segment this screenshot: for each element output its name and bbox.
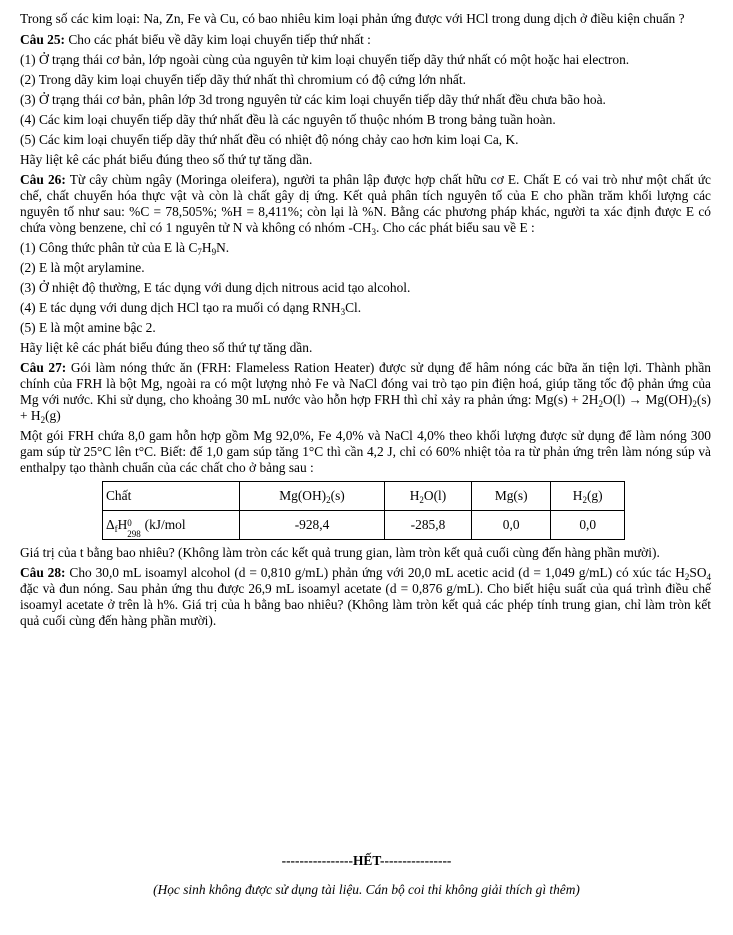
table-cell-h2o: -285,8 — [385, 511, 472, 540]
q27-stem — [20, 360, 711, 424]
q26-stem-text-b: . Cho các phát biểu sau về E : — [375, 220, 535, 235]
q27-reaction-text-b: (s) + H — [20, 392, 711, 423]
q25-label: Câu 25: — [20, 32, 66, 47]
table-header-mg: Mg(s) — [471, 482, 550, 511]
table-row-label-enthalpy: $\Delta_fH$ 0 298 (kJ/mol — [103, 511, 240, 540]
table-row — [103, 511, 625, 540]
q27-reaction-text-a: O(l) → Mg(OH) — [602, 392, 693, 407]
q28-label: Câu 28: — [20, 565, 66, 580]
q26-s1-text-a: (1) Công thức phân tử của E là C — [20, 240, 198, 255]
q27-label: Câu 27: — [20, 360, 67, 375]
q26-s1-text-h: H — [201, 240, 212, 255]
q26-stem-text-a: Từ cây chùm ngây (Moringa oleifera), người ta phân lập được hợp chất hữu cơ E. Chất E có vai trò như một chất ức chế, chất chuyển hóa thực vật và còn là chất gây dị ứng. Kết quả phân tích nguyên tố của E cho phần trăm khối lượng các nguyên tố như sau: %C = 78,505%; %H = 8,411%; còn lại là %N. Bằng các phương pháp khác, người ta xác định được E có chứa vòng benzene, chỉ có 1 nguyên tử N và không có nhóm -CH — [20, 172, 711, 235]
q27-ask: Giá trị của t bằng bao nhiêu? (Không làm tròn các kết quả trung gian, làm tròn kết quả cuối cùng đến hàng phần mười). — [20, 545, 660, 560]
q25-stem: Cho các phát biểu về dãy kim loại chuyển tiếp thứ nhất : — [65, 32, 371, 47]
question-28 — [20, 565, 711, 629]
q26-s1-text-n: N. — [216, 240, 230, 255]
q25-statement-4: (4) Các kim loại chuyển tiếp dãy thứ nhất đều là các nguyên tố thuộc nhóm B trong bảng tuần hoàn. — [20, 112, 556, 127]
intro-question-text: Trong số các kim loại: Na, Zn, Fe và Cu, có bao nhiêu kim loại phản ứng được với HCl trong dung dịch ở điều kiện chuẩn ? — [20, 11, 685, 26]
q27-stem-text: Gói làm nóng thức ăn (FRH: Flameless Ration Heater) được sử dụng để hâm nóng các bữa ăn tiện lợi. Thành phần chính của FRH là bột Mg, ngoài ra có một lượng nhỏ Fe và NaCl đóng vai trò tạo pin điện hoá, giúp tăng tốc độ phản ứng của Mg với nước. Khi sử dụng, cho khoảng 30 mL nước vào hỗn hợp FRH thì chỉ xảy ra phản ứng: Mg(s) + 2H — [20, 360, 711, 407]
q28-text-b: SO — [689, 565, 707, 580]
table-header-h2o: $H_2O(l)$ — [385, 482, 472, 511]
q27-reaction-sub-2: 2 — [692, 399, 697, 409]
q28-sub-2: 4 — [706, 572, 711, 582]
question-25 — [20, 32, 711, 168]
table-header-mgoh2: $Mg(OH)_2(s)$ — [240, 482, 385, 511]
table-header-substance: Chất — [103, 482, 240, 511]
q26-s1-sub-c: 7 — [197, 247, 202, 257]
q26-statement-3: (3) Ở nhiệt độ thường, E tác dụng với dung dịch nitrous acid tạo alcohol. — [20, 280, 411, 295]
q26-statement-2: (2) E là một arylamine. — [20, 260, 145, 275]
q28-sub-1: 2 — [684, 572, 690, 582]
q28-text-a: Cho 30,0 mL isoamyl alcohol (d = 0,810 g/mL) phản ứng với 20,0 mL acetic acid (d = 1,049 g/mL) có xúc tác H — [65, 565, 685, 580]
q27-reaction-sub-3: 2 — [40, 415, 46, 425]
table-cell-mg: 0,0 — [471, 511, 550, 540]
q26-s4-sub: 3 — [340, 307, 346, 317]
q27-reaction-sub-1: 2 — [598, 399, 603, 409]
question-26 — [20, 172, 711, 356]
q26-label: Câu 26: — [20, 172, 66, 187]
q28-text-c: đặc và đun nóng. Sau phản ứng thu được 26,9 mL isoamyl acetate (d = 0,876 g/mL). Cho biết hiệu suất của quá trình điều chế isoamyl acetate ở trên là h%. Giá trị của h bằng bao nhiêu? (Không làm tròn kết quả các phép tính trung gian, chỉ làm tròn kết quả cuối cùng đến hàng phần mười). — [20, 581, 711, 628]
table-cell-h2: 0,0 — [551, 511, 625, 540]
q28-stem — [20, 565, 711, 629]
q26-statement-5: (5) E là một amine bậc 2. — [20, 320, 156, 335]
q26-stem-subscript: 3 — [371, 227, 376, 237]
table-header-row — [103, 482, 625, 511]
q25-statement-3: (3) Ở trạng thái cơ bản, phân lớp 3d trong nguyên tử các kim loại chuyển tiếp dãy thứ nhất đều chưa bão hoà. — [20, 92, 606, 107]
table-cell-mgoh2: -928,4 — [240, 511, 385, 540]
question-27 — [20, 360, 711, 561]
q27-reaction-text-c: (g) — [45, 408, 61, 423]
q27-paragraph-2: Một gói FRH chứa 8,0 gam hỗn hợp gồm Mg 92,0%, Fe 4,0% và NaCl 4,0% theo khối lượng được sử dụng để làm nóng 300 gam súp từ 25°C lên t°C. Biết: để 1,0 gam súp tăng 1°C thì cần 4,2 J, chỉ có 60% nhiệt tỏa ra từ phản ứng trên làm nóng súp và enthalpy tạo thành chuẩn của các chất cho ở bảng sau : — [20, 428, 711, 475]
q25-statement-2: (2) Trong dãy kim loại chuyển tiếp dãy thứ nhất thì chromium có độ cứng lớn nhất. — [20, 72, 466, 87]
q26-s4-text-b: Cl. — [345, 300, 362, 315]
q26-s4-text-a: (4) E tác dụng với dung dịch HCl tạo ra muối có dạng RNH — [20, 300, 341, 315]
exam-footer-note: (Học sinh không được sử dụng tài liệu. Cán bộ coi thi không giải thích gì thêm) — [153, 882, 580, 897]
enthalpy-table — [102, 481, 625, 540]
exam-page — [20, 11, 711, 629]
q26-ask: Hãy liệt kê các phát biểu đúng theo số thứ tự tăng dần. — [20, 340, 313, 355]
q26-statement-4 — [20, 300, 711, 316]
q25-statement-5: (5) Các kim loại chuyển tiếp dãy thứ nhất đều có nhiệt độ nóng chảy cao hơn kim loại Ca, K. — [20, 132, 519, 147]
q26-statement-1 — [20, 240, 711, 256]
q26-stem — [20, 172, 711, 236]
q26-s1-sub-h: 9 — [211, 247, 217, 257]
q25-ask: Hãy liệt kê các phát biểu đúng theo số thứ tự tăng dần. — [20, 152, 313, 167]
table-header-h2: $H_2(g)$ — [551, 482, 625, 511]
end-of-exam-marker: ----------------HẾT---------------- — [281, 853, 452, 868]
q25-statement-1: (1) Ở trạng thái cơ bản, lớp ngoài cùng của nguyên tử kim loại chuyển tiếp dãy thứ nhất có một hoặc hai electron. — [20, 52, 630, 67]
